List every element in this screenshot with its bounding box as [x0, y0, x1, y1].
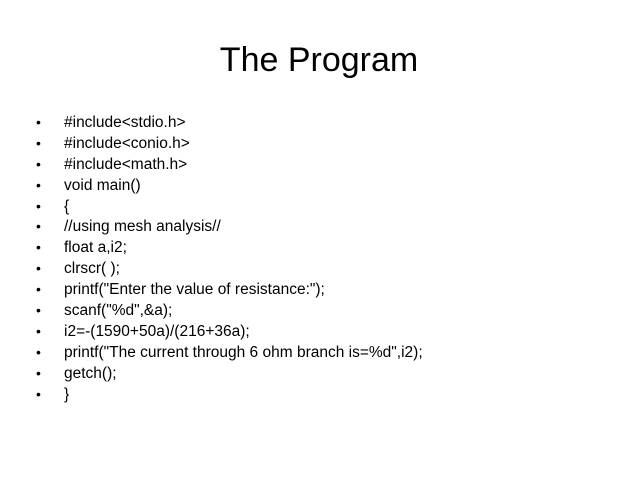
code-line: i2=-(1590+50a)/(216+36a); — [64, 322, 250, 340]
list-item — [36, 279, 423, 300]
bullet-icon: • — [36, 281, 41, 298]
code-line: #include<conio.h> — [64, 134, 190, 152]
list-item — [36, 342, 423, 363]
list-item — [36, 258, 423, 279]
bullet-icon: • — [36, 260, 41, 277]
bullet-icon: • — [36, 114, 41, 130]
code-line: //using mesh analysis// — [64, 218, 221, 236]
code-line: printf("The current through 6 ohm branch is=%d",i2); — [64, 343, 423, 361]
code-line: float a,i2; — [64, 239, 127, 257]
code-line: { — [64, 197, 70, 215]
list-item — [36, 216, 423, 237]
code-line: #include<math.h> — [64, 155, 188, 173]
bullet-icon: • — [36, 302, 41, 319]
list-item — [36, 133, 423, 154]
list-item — [36, 154, 423, 175]
list-item — [36, 300, 423, 321]
bullet-icon: • — [36, 155, 41, 172]
bullet-icon: • — [36, 176, 41, 193]
list-item — [36, 112, 423, 133]
list-item — [36, 196, 423, 217]
bullet-icon: • — [36, 322, 41, 339]
code-line: #include<stdio.h> — [64, 114, 186, 131]
bullet-icon: • — [36, 134, 41, 151]
list-item — [36, 321, 423, 342]
code-line: getch(); — [64, 364, 117, 382]
list-item — [36, 384, 423, 405]
code-line: printf("Enter the value of resistance:"); — [64, 281, 325, 299]
code-line: void main() — [64, 176, 141, 194]
bullet-icon: • — [36, 343, 41, 360]
code-line: } — [64, 385, 70, 403]
bullet-icon: • — [36, 197, 41, 214]
list-item — [36, 237, 423, 258]
bullet-icon: • — [36, 385, 41, 402]
code-line: scanf("%d",&a); — [64, 302, 173, 320]
code-line: clrscr( ); — [64, 260, 120, 278]
bullet-icon: • — [36, 364, 41, 381]
bullet-icon: • — [36, 239, 41, 256]
code-bullet-list — [36, 112, 423, 404]
slide-title: The Program — [219, 41, 419, 79]
bullet-icon: • — [36, 218, 41, 235]
list-item — [36, 363, 423, 384]
list-item — [36, 175, 423, 196]
